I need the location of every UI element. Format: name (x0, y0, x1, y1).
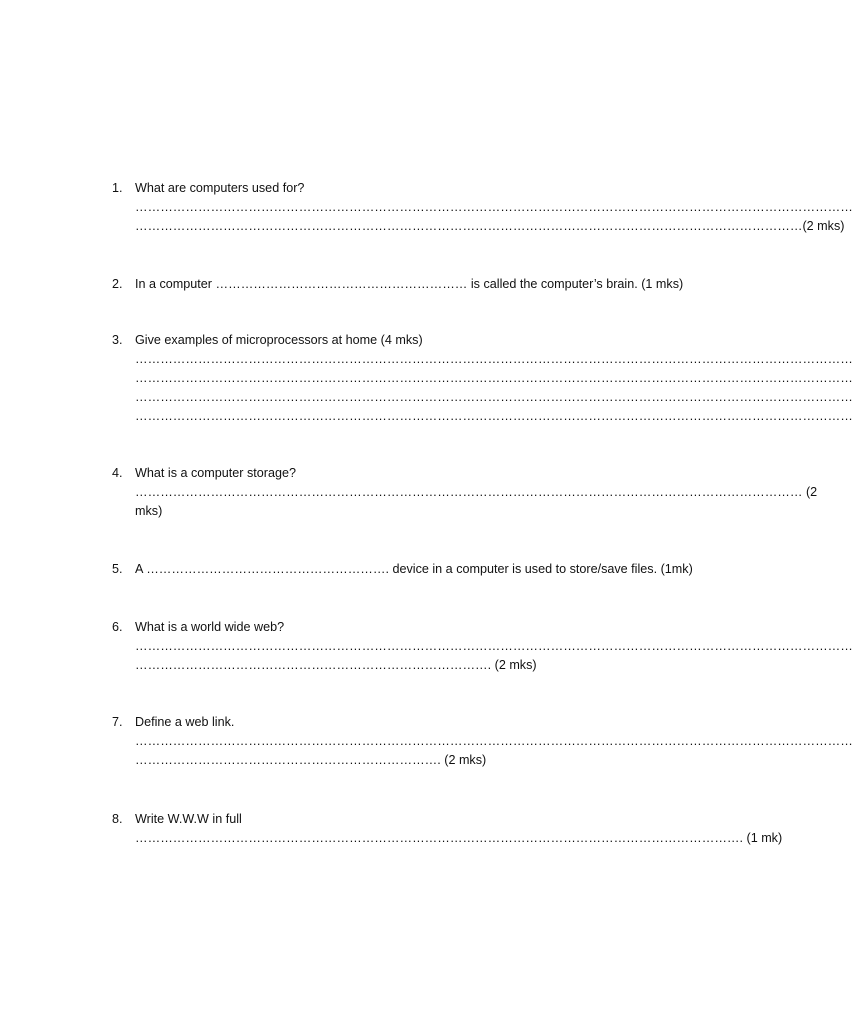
question-body (135, 560, 693, 579)
question-6 (112, 618, 853, 675)
question-body (135, 464, 818, 521)
question-text: Write W.W.W in full (135, 812, 242, 826)
answer-line: ……………………………………………………………………………………………………………………………………………………… (135, 734, 853, 748)
answer-line: …………………………………………………………………………………………………………………………………………… (2 (135, 485, 818, 499)
question-body (135, 618, 853, 675)
question-number: 5. (112, 562, 123, 576)
question-text: In a computer …………………………………………………… is called the computer’s brain. (1 mks) (135, 277, 684, 291)
question-number: 3. (112, 333, 123, 347)
answer-line: ……………………………………………………………………………………………………………………………………………………… (135, 409, 853, 423)
answer-line: ……………………………………………………………………………………………………………………………………………………… (135, 639, 853, 653)
question-body (135, 810, 783, 848)
question-text: A …………………………………………………. device in a computer is used to store/save files. (1mk) (135, 562, 693, 576)
answer-line: ………………………………………………………………. (2 mks) (135, 753, 487, 767)
question-number: 4. (112, 466, 123, 480)
answer-line: …………………………………………………………………………. (2 mks) (135, 658, 537, 672)
question-8 (112, 810, 783, 848)
question-body (135, 275, 684, 294)
answer-line: ………………………………………………………………………………………………………………………………. (1 mk) (135, 831, 783, 845)
question-2 (112, 275, 692, 294)
answer-line: ……………………………………………………………………………………………………………………………………………………… (135, 200, 853, 214)
question-text: What is a computer storage? (135, 466, 296, 480)
answer-line: ……………………………………………………………………………………………………………………………………………………… (135, 390, 853, 404)
question-body (135, 331, 853, 426)
question-number: 1. (112, 181, 123, 195)
question-text: Define a web link. (135, 715, 235, 729)
question-text: What is a world wide web? (135, 620, 285, 634)
marks-label: mks) (135, 504, 163, 518)
question-4 (112, 464, 818, 521)
answer-line: ……………………………………………………………………………………………………………………………………………………… (135, 371, 853, 385)
question-number: 7. (112, 715, 123, 729)
question-3 (112, 331, 853, 426)
question-7 (112, 713, 853, 770)
question-text: What are computers used for? (135, 181, 305, 195)
question-number: 6. (112, 620, 123, 634)
question-text: Give examples of microprocessors at home (4 mks) (135, 333, 423, 347)
answer-line: ……………………………………………………………………………………………………………………………………………………… (135, 352, 853, 366)
question-number: 8. (112, 812, 123, 826)
question-body (135, 179, 853, 236)
question-1 (112, 179, 853, 236)
question-number: 2. (112, 277, 123, 291)
answer-line: ……………………………………………………………………………………………………………………………………………(2 mks) (135, 219, 845, 233)
question-5 (112, 560, 692, 579)
question-body (135, 713, 853, 770)
